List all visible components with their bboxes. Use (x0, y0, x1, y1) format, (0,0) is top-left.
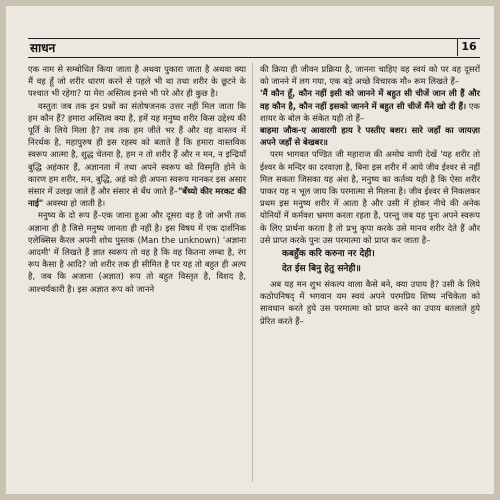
quote-text: 'मैं कौन हूँ, कौन नहीं इसी को जानने में बहुत सी चीजें जान ली हैं और वह कौन है, कौन नहीं इसको जानने में बहुत सी चीजें मैंने खो दी हैं। (260, 88, 480, 111)
couplet: बाहमा जौक-ए आवारगी हाय रे पस्तीए बशर। सारे जहाँ का जायज़ा अपने जहाँ से बेखबर॥ (260, 125, 480, 148)
left-column (28, 63, 246, 295)
paragraph-text: एक शायर के बोल के संकेत यही तो हैं– (260, 100, 480, 123)
verse-line: कबहुँक करि करुना नर देही। (282, 249, 375, 260)
paragraph-text: वस्तुतः जब तक इन प्रश्नों का संतोषजनक उत्तर नहीं मिल जाता कि हम कौन हैं? हमारा अस्तित्व क्या है, हमें यह मनुष्य शरीर किस उद्देश्य की पूर्ति के लिये मिला है? तब तक हम जीते भर हैं और वह वास्तव में निरर्थक है, महापुरुष ही इस रहस्य को बताते हैं कि हमारा वास्तविक स्वरूप आत्मा है, शुद्ध चेतना है, हम न तो शरीर हैं और न मन, न इन्द्रियाँ बुद्धि अहंकार हैं, अज्ञानता में तथा अपने स्वरूप को विस्मृति होने के कारण हम शरीर, मन, बुद्धि, अहं को ही अपना स्वरूप मानकर इस असार संसार में उलझ जाते हैं और संसार से बँध जाते हैं– (28, 100, 246, 197)
book-page (6, 6, 494, 494)
right-column (260, 63, 480, 327)
paragraph: परम भागवत पण्डित जी महाराज की अमोघ वाणी देखें 'यह शरीर तो ईश्वर के मन्दिर का दरवाज़ा है, बिना इस शरीर में आये जीव ईश्वर से नहीं मिल सकता जिसका यह अंश है, मनुष्य का कर्तव्य यही है कि ऐसा शरीर पाकर यह न भूल जाय कि परमात्मा से मिलना है। जीव ईश्वर से निकलकर प्रथम इस मनुष्य शरीर में आता है और उसी में होकर नीचे की अनेक योनियों में कर्मवश भ्रमण करता रहता है, परन्तु जब यह पुनः अपने स्वरूप के लिए प्रार्थना करता है तो प्रभु कृपा करके उसे मानव शरीर देते हैं और उसे प्राप्त करके पुनः उस परमात्मा को प्राप्त कर जाता है– (260, 149, 480, 245)
page-number: 16 (457, 38, 480, 56)
paragraph: मनुष्य के दो रूप हैं–एक जाना हुआ और दूसरा वह है जो अभी तक अज्ञाना ही है जिसे मनुष्य जानता ही नहीं है। इस विषय में एक दार्शनिक एलेक्सिस कैरल अपनी शोध पुस्तक (Man the unknown) 'अज्ञाना आदमी' में लिखते हैं ज्ञात स्वरूप तो वह है कि वह कितना लम्बा है, रंग रूप कैसा है आदि? जो शरीर तक ही सीमित है पर यह तो बहुत ही अल्प है, जब कि अजाना (अज्ञात) रूप तो बहुत विस्तृत है, विशद है, आश्चर्यकारी है। इस अज्ञात रूप को जानने (28, 210, 246, 294)
chapter-title: साधन (30, 41, 56, 55)
column-divider (252, 62, 253, 482)
paragraph: अब यह मन शुभ संकल्प वाला कैसे बने, क्या उपाय है? उसी के लिये कठोपनिषद् में भगवान यम स्वयं अपने परमप्रिय शिष्य नचिकेता को सावधान करते हुये उस परमात्मा को प्राप्त करने का उपाय बतलाते हुये प्रेरित करते हैं– (260, 279, 480, 326)
quote-text: "बँध्यो कीर मरकट की नाई" (28, 186, 246, 209)
page-header (28, 38, 480, 58)
paragraph: एक नाम से सम्बोधित किया जाता है अथवा पुकारा जाता है अथवा क्या मैं वह हूँ जो शरीर धारण करने से पहले भी था तथा शरीर के छूटने के पश्चात भी रहेगा? या मेरा अस्तित्व इनसे भी परे और ही कुछ है। (28, 64, 246, 99)
verse-line: देत ईस बिनु हेतु सनेही॥ (282, 264, 361, 275)
paragraph (260, 87, 480, 124)
paragraph-text: अवस्था हो जाती है। (43, 198, 106, 209)
paragraph (28, 100, 246, 210)
paragraph: की क्रिया ही जीवन प्रक्रिया है, जानना चाहिए वह स्वयं को पर वह दूसरों को जानने में लग गया, एक बड़े अच्छे विचारक मौ० रूम लिखते हैं– (260, 64, 480, 87)
